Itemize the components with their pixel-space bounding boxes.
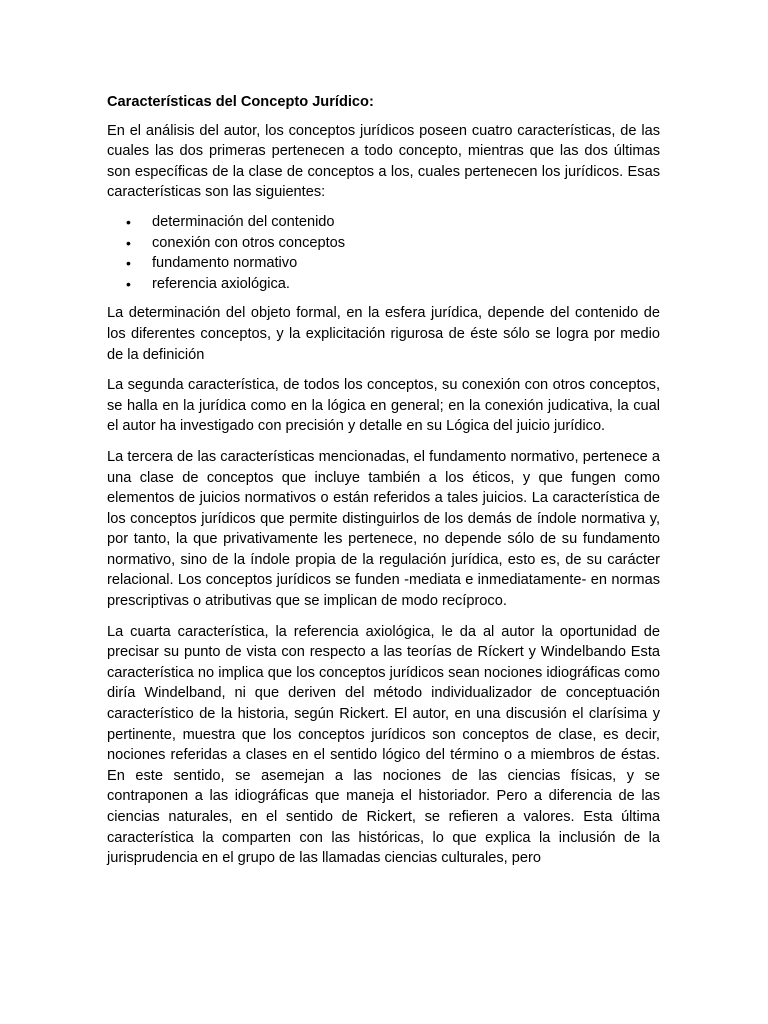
- body-paragraph: La cuarta característica, la referencia axiológica, le da al autor la oportunidad de precisar su punto de vista con respecto a las teorías de Ríckert y Windelbando Esta característica no implica que los conceptos jurídicos sean nociones idiográficas como diría Windelband, ni que deriven del método individualizador de conceptuación característico de la historia, según Rickert. El autor, en una discusión el clarísima y pertinente, muestra que los conceptos jurídicos son conceptos de clase, es decir, nociones referidas a clases en el sentido lógico del término o a miembros de éstas. En este sentido, se asemejan a las nociones de las ciencias físicas, y se contraponen a las idiográficas que maneja el historiador. Pero a diferencia de las ciencias naturales, en el sentido de Rickert, se refieren a valores. Esta última característica la comparten con las históricas, lo que explica la inclusión de la jurisprudencia en el grupo de las llamadas ciencias culturales, pero: [107, 623, 660, 867]
- bullet-icon: •: [126, 213, 131, 230]
- list-item: [107, 253, 660, 274]
- list-item: [107, 212, 660, 233]
- list-item-text: determinación del contenido: [152, 213, 335, 230]
- body-paragraph: La tercera de las características mencionadas, el fundamento normativo, pertenece a una clase de conceptos que incluye también a los éticos, y que fungen como elementos de juicios normativos o están referidos a tales juicios. La característica de los conceptos jurídicos que permite distinguirlos de los demás de índole normativa y, por tanto, la que privativamente les pertenece, no depende sólo de su fundamento normativo, sino de la índole propia de la regulación jurídica, esto es, de su carácter relacional. Los conceptos jurídicos se funden -mediata e inmediatamente- en normas prescriptivas o atributivas que se implican de modo recíproco.: [107, 448, 660, 610]
- body-paragraph: La determinación del objeto formal, en la esfera jurídica, depende del contenido de los diferentes conceptos, y la explicitación rigurosa de éste sólo se logra por medio de la definición: [107, 305, 660, 363]
- list-item-text: referencia axiológica.: [152, 275, 290, 292]
- bullet-icon: •: [126, 234, 131, 251]
- section-heading: Características del Concepto Jurídico:: [107, 94, 374, 110]
- list-item: [107, 274, 660, 295]
- bullet-icon: •: [126, 275, 131, 292]
- list-item-text: conexión con otros conceptos: [152, 234, 346, 251]
- list-item: [107, 233, 660, 254]
- list-item-text: fundamento normativo: [152, 255, 298, 272]
- characteristics-list: [107, 212, 660, 294]
- document-page: [107, 92, 660, 869]
- intro-paragraph: En el análisis del autor, los conceptos jurídicos poseen cuatro características, de las cuales las dos primeras pertenecen a todo concepto, mientras que las dos últimas son específicas de la clase de conceptos a los, cuales pertenecen los jurídicos. Esas características son las siguientes:: [107, 122, 660, 201]
- body-paragraph: La segunda característica, de todos los conceptos, su conexión con otros conceptos, se halla en la jurídica como en la lógica en general; en la conexión judicativa, la cual el autor ha investigado con precisión y detalle en su Lógica del juicio jurídico.: [107, 377, 660, 435]
- bullet-icon: •: [126, 255, 131, 272]
